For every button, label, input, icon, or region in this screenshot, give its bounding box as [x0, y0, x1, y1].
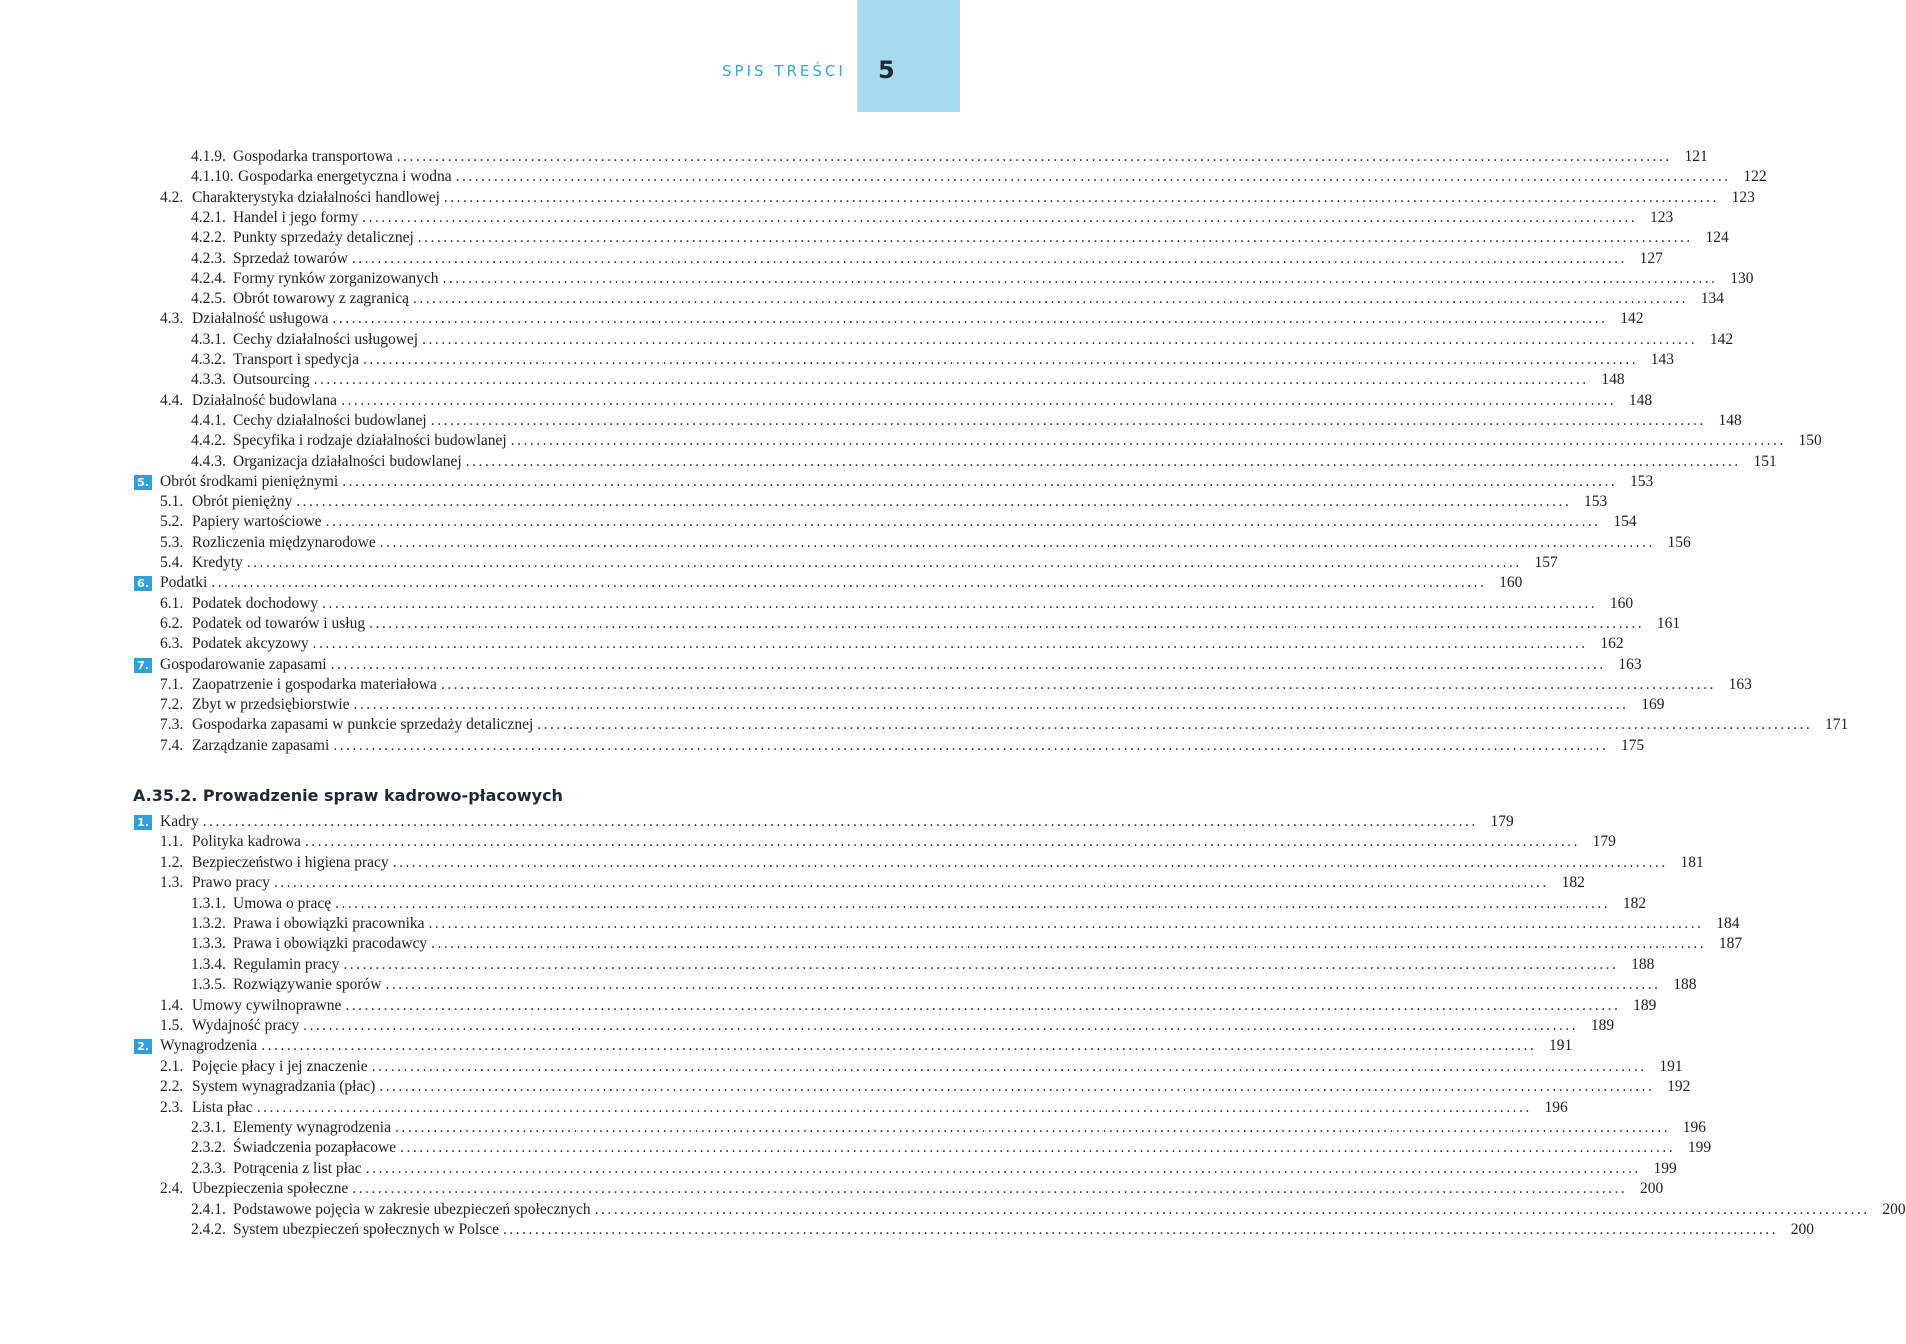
- dot-leader: ........................................................................................................................................................................................................: [296, 493, 1572, 511]
- toc-entry[interactable]: [191, 330, 1734, 350]
- toc-entry[interactable]: [160, 832, 1616, 852]
- toc-entry-page: 188: [1673, 976, 1697, 994]
- dot-leader: ........................................................................................................................................................................................................: [313, 371, 1589, 389]
- dot-leader: ........................................................................................................................................................................................................: [443, 188, 1719, 206]
- toc-entry-number: 6.3.: [160, 635, 184, 653]
- toc-entry-title: System wynagradzania (płac): [192, 1078, 376, 1096]
- toc-entry-title: Bezpieczeństwo i higiena pracy: [192, 853, 389, 871]
- toc-entry-page: 151: [1753, 452, 1777, 470]
- toc-entry-number: 4.2.4.: [191, 269, 226, 287]
- toc-entry-page: 175: [1621, 736, 1645, 754]
- dot-leader: ........................................................................................................................................................................................................: [594, 1200, 1870, 1218]
- toc-entry-number: 2.3.3.: [191, 1159, 226, 1177]
- toc-entry[interactable]: [160, 1057, 1683, 1077]
- toc-entry-number: 4.4.3.: [191, 452, 226, 470]
- toc-entry-page: 199: [1687, 1139, 1712, 1157]
- toc-entry-title: Kredyty: [192, 554, 243, 571]
- toc-entry-number: 4.3.2.: [191, 351, 226, 368]
- dot-leader: ........................................................................................................................................................................................................: [379, 1078, 1655, 1096]
- toc-entry-number: 7.4.: [160, 736, 184, 754]
- toc-entry-page: 123: [1731, 188, 1755, 206]
- toc-entry-title: Elementy wynagrodzenia: [233, 1119, 391, 1136]
- dot-leader: ........................................................................................................................................................................................................: [261, 1037, 1537, 1055]
- toc-entry-number: 1.4.: [160, 996, 184, 1014]
- chapter-number-badge: 1.: [134, 815, 152, 830]
- dot-leader: ........................................................................................................................................................................................................: [428, 915, 1704, 932]
- dot-leader: ........................................................................................................................................................................................................: [430, 411, 1706, 429]
- toc-entry[interactable]: [191, 1118, 1706, 1138]
- toc-entry[interactable]: [160, 594, 1634, 614]
- dot-leader: ........................................................................................................................................................................................................: [413, 290, 1689, 308]
- toc-entry-title: Organizacja działalności budowlanej: [233, 452, 462, 470]
- toc-entry-page: 130: [1730, 269, 1754, 287]
- dot-leader: ........................................................................................................................................................................................................: [342, 472, 1618, 490]
- toc-entry-title: Podatek od towarów i usług: [192, 614, 366, 632]
- toc-entry[interactable]: [191, 269, 1754, 289]
- toc-entry-number: 5.1.: [160, 493, 184, 511]
- toc-entry[interactable]: [191, 452, 1777, 472]
- toc-entry-number: 1.3.5.: [191, 976, 226, 994]
- toc-entry-page: 199: [1653, 1159, 1677, 1177]
- toc-entry-title: Potrącenia z list płac: [233, 1159, 362, 1177]
- toc-entry-number: 1.5.: [160, 1017, 184, 1034]
- toc-entry-number: 4.1.10.: [191, 168, 234, 186]
- toc-entry-number: 7.3.: [160, 716, 184, 734]
- toc-entry-number: 4.4.1.: [191, 411, 226, 429]
- toc-entry-title: Outsourcing: [233, 371, 310, 389]
- toc-entry-title: Działalność budowlana: [192, 391, 338, 409]
- toc-entry-title: Formy rynków zorganizowanych: [233, 269, 439, 287]
- toc-entry-page: 160: [1499, 574, 1523, 592]
- dot-leader: ........................................................................................................................................................................................................: [353, 696, 1629, 714]
- toc-entry-title: Sprzedaż towarów: [233, 249, 348, 267]
- dot-leader: ........................................................................................................................................................................................................: [341, 391, 1617, 409]
- toc-entry-page: 163: [1728, 675, 1752, 693]
- dot-leader: ........................................................................................................................................................................................................: [431, 935, 1707, 953]
- toc-entry-title: Charakterystyka działalności handlowej: [192, 188, 440, 206]
- toc-entry-page: 156: [1667, 533, 1691, 551]
- toc-entry-number: 4.4.: [160, 391, 184, 409]
- toc-entry[interactable]: [191, 208, 1674, 228]
- toc-entry-page: 153: [1584, 493, 1608, 511]
- toc-entry-number: 1.1.: [160, 833, 184, 851]
- toc-entry-title: Podatki: [160, 574, 208, 592]
- toc-entry-title: Działalność usługowa: [192, 310, 329, 328]
- toc-entry-title: Polityka kadrowa: [192, 833, 301, 851]
- toc-entry-page: 123: [1650, 208, 1674, 226]
- toc-entry-title: Podatek akcyzowy: [192, 635, 309, 653]
- toc-entry[interactable]: [191, 955, 1655, 975]
- toc-entry-page: 169: [1641, 696, 1665, 714]
- toc-entry[interactable]: [160, 492, 1608, 512]
- dot-leader: ........................................................................................................................................................................................................: [330, 655, 1606, 673]
- toc-entry-title: Obrót pieniężny: [192, 493, 293, 511]
- toc-entry-title: System ubezpieczeń społecznych w Polsce: [233, 1221, 499, 1238]
- toc-entry-page: 196: [1682, 1119, 1706, 1136]
- toc-entry-title: Regulamin pracy: [233, 955, 340, 973]
- toc-entry[interactable]: [160, 675, 1752, 695]
- toc-entry-title: Gospodarka transportowa: [233, 148, 393, 165]
- toc-entry[interactable]: [191, 350, 1674, 370]
- toc-entry-page: 122: [1743, 168, 1767, 186]
- dot-leader: ........................................................................................................................................................................................................: [442, 269, 1718, 287]
- toc-entry-title: Lista płac: [192, 1098, 253, 1116]
- dot-leader: ........................................................................................................................................................................................................: [365, 1159, 1641, 1177]
- toc-entry-title: Ubezpieczenia społeczne: [192, 1180, 349, 1198]
- running-header: SPIS TREŚCI: [722, 62, 846, 80]
- page-tab: [858, 0, 960, 112]
- toc-entry-title: Obrót towarowy z zagranicą: [233, 290, 410, 308]
- dot-leader: ........................................................................................................................................................................................................: [392, 853, 1668, 871]
- toc-entry-title: Wynagrodzenia: [160, 1037, 258, 1055]
- toc-entry-page: 150: [1798, 432, 1822, 450]
- toc-entry-title: Rozwiązywanie sporów: [233, 976, 382, 994]
- toc-entry[interactable]: [160, 996, 1657, 1016]
- dot-leader: ........................................................................................................................................................................................................: [510, 432, 1786, 450]
- toc-entry-page: 124: [1705, 229, 1729, 247]
- toc-entry[interactable]: [160, 736, 1645, 756]
- toc-entry[interactable]: [191, 147, 1708, 167]
- toc-entry-number: 4.1.9.: [191, 148, 226, 165]
- toc-entry-title: Transport i spedycja: [233, 351, 359, 368]
- toc-entry-page: 143: [1650, 351, 1674, 368]
- toc-entry-number: 4.3.3.: [191, 371, 226, 389]
- dot-leader: ........................................................................................................................................................................................................: [304, 833, 1580, 851]
- toc-entry-number: 5.3.: [160, 533, 184, 551]
- dot-leader: ........................................................................................................................................................................................................: [345, 996, 1621, 1014]
- toc-entry[interactable]: [160, 1179, 1664, 1199]
- dot-leader: ........................................................................................................................................................................................................: [211, 574, 1487, 592]
- dot-leader: ........................................................................................................................................................................................................: [422, 330, 1698, 348]
- toc-entry-page: 121: [1684, 148, 1708, 165]
- toc-entry-number: 7.1.: [160, 675, 184, 693]
- toc-entry-page: 163: [1618, 655, 1642, 673]
- toc-entry-title: Prawo pracy: [192, 874, 270, 892]
- toc-entry-number: 2.4.2.: [191, 1221, 226, 1238]
- toc-entry-title: Umowa o pracę: [233, 894, 332, 912]
- dot-leader: ........................................................................................................................................................................................................: [343, 955, 1619, 973]
- toc-entry-number: 4.2.2.: [191, 229, 226, 247]
- toc-entry-title: Podstawowe pojęcia w zakresie ubezpieczeń społecznych: [233, 1200, 591, 1218]
- toc-entry[interactable]: [160, 614, 1681, 634]
- toc-entry-number: 4.2.3.: [191, 249, 226, 267]
- section-heading: A.35.2. Prowadzenie spraw kadrowo-płacowych: [133, 786, 563, 805]
- toc-entry-page: 191: [1548, 1037, 1573, 1055]
- toc-entry[interactable]: [160, 472, 1654, 492]
- toc-entry-title: Cechy działalności usługowej: [233, 330, 419, 348]
- toc-entry-title: Zaopatrzenie i gospodarka materiałowa: [192, 675, 437, 693]
- toc-entry-page: 179: [1592, 833, 1616, 851]
- toc-entry[interactable]: [191, 167, 1767, 187]
- toc-entry-page: 148: [1601, 371, 1625, 389]
- toc-entry-title: Cechy działalności budowlanej: [233, 411, 427, 429]
- toc-entry-page: 200: [1790, 1221, 1814, 1238]
- dot-leader: ........................................................................................................................................................................................................: [363, 351, 1638, 368]
- dot-leader: ........................................................................................................................................................................................................: [440, 675, 1716, 693]
- toc-entry-page: 182: [1561, 874, 1585, 892]
- toc-entry-number: 1.3.3.: [191, 935, 226, 953]
- dot-leader: ........................................................................................................................................................................................................: [503, 1221, 1778, 1238]
- dot-leader: ........................................................................................................................................................................................................: [335, 894, 1611, 912]
- toc-entry-number: 2.1.: [160, 1057, 184, 1075]
- dot-leader: ........................................................................................................................................................................................................: [325, 513, 1601, 531]
- toc-entry-title: Pojęcie płacy i jej znaczenie: [192, 1057, 368, 1075]
- dot-leader: ........................................................................................................................................................................................................: [256, 1098, 1532, 1116]
- toc-entry[interactable]: [160, 853, 1704, 873]
- toc-entry-page: 160: [1609, 594, 1634, 612]
- toc-entry[interactable]: [191, 289, 1725, 309]
- toc-entry-number: 2.3.: [160, 1098, 184, 1116]
- toc-entry-page: 171: [1825, 716, 1849, 734]
- toc-entry[interactable]: [191, 1138, 1712, 1158]
- toc-entry-number: 4.3.1.: [191, 330, 226, 348]
- toc-entry-number: 2.4.: [160, 1180, 184, 1198]
- header-area: [0, 0, 858, 112]
- toc-entry-page: 162: [1600, 635, 1624, 653]
- toc-entry-title: Zbyt w przedsiębiorstwie: [192, 696, 350, 714]
- dot-leader: ........................................................................................................................................................................................................: [400, 1139, 1676, 1157]
- dot-leader: ........................................................................................................................................................................................................: [465, 452, 1741, 470]
- toc-entry-page: 142: [1620, 310, 1644, 328]
- toc-entry-page: 153: [1629, 472, 1654, 490]
- toc-entry-page: 154: [1613, 513, 1637, 531]
- toc-entry[interactable]: [191, 1200, 1906, 1220]
- toc-entry-page: 134: [1700, 290, 1725, 308]
- toc-entry[interactable]: [160, 655, 1642, 675]
- toc-entry-title: Handel i jego formy: [233, 208, 359, 226]
- toc-entry[interactable]: [160, 873, 1585, 893]
- toc-entry[interactable]: [191, 1159, 1677, 1179]
- toc-entry-title: Papiery wartościowe: [192, 513, 322, 531]
- toc-entry[interactable]: [160, 634, 1624, 654]
- toc-entry-number: 2.3.1.: [191, 1119, 226, 1136]
- toc-entry-page: 148: [1628, 391, 1653, 409]
- toc-entry-page: 184: [1716, 915, 1740, 932]
- dot-leader: ........................................................................................................................................................................................................: [379, 533, 1655, 551]
- dot-leader: ........................................................................................................................................................................................................: [333, 736, 1609, 754]
- toc-entry[interactable]: [160, 512, 1637, 532]
- toc-entry-page: 196: [1544, 1098, 1568, 1116]
- toc-entry-number: 4.2.: [160, 188, 184, 206]
- dot-leader: ........................................................................................................................................................................................................: [303, 1017, 1579, 1034]
- toc-entry[interactable]: [160, 573, 1523, 593]
- toc-entry-page: 161: [1656, 614, 1681, 632]
- toc-entry-title: Świadczenia pozapłacowe: [233, 1139, 397, 1157]
- toc-entry-number: 1.3.2.: [191, 915, 226, 932]
- toc-entry[interactable]: [191, 894, 1647, 914]
- toc-entry-title: Rozliczenia międzynarodowe: [192, 533, 376, 551]
- toc-entry-number: 6.2.: [160, 614, 184, 632]
- dot-leader: ........................................................................................................................................................................................................: [351, 249, 1627, 267]
- dot-leader: ........................................................................................................................................................................................................: [246, 554, 1522, 571]
- toc-entry-page: 192: [1667, 1078, 1691, 1096]
- toc-entry-number: 4.4.2.: [191, 432, 226, 450]
- toc-entry-title: Prawa i obowiązki pracownika: [233, 915, 425, 932]
- toc-entry-title: Gospodarka energetyczna i wodna: [238, 168, 452, 186]
- toc-entry-number: 5.4.: [160, 554, 184, 571]
- toc-entry-number: 7.2.: [160, 696, 184, 714]
- dot-leader: ........................................................................................................................................................................................................: [385, 976, 1661, 994]
- toc-entry[interactable]: [160, 391, 1653, 411]
- page-number: 5: [878, 56, 895, 84]
- dot-leader: ........................................................................................................................................................................................................: [371, 1057, 1647, 1075]
- toc-entry-number: 4.2.1.: [191, 208, 226, 226]
- dot-leader: ........................................................................................................................................................................................................: [396, 148, 1672, 165]
- toc-entry-page: 127: [1639, 249, 1663, 267]
- chapter-number-badge: 2.: [134, 1039, 152, 1054]
- dot-leader: ........................................................................................................................................................................................................: [455, 168, 1731, 186]
- toc-entry[interactable]: [160, 1077, 1691, 1097]
- dot-leader: ........................................................................................................................................................................................................: [417, 229, 1693, 247]
- toc-entry-title: Gospodarowanie zapasami: [160, 655, 327, 673]
- dot-leader: ........................................................................................................................................................................................................: [352, 1180, 1628, 1198]
- dot-leader: ........................................................................................................................................................................................................: [394, 1119, 1670, 1136]
- toc-entry[interactable]: [160, 812, 1514, 832]
- toc-entry[interactable]: [191, 411, 1742, 431]
- toc-entry-page: 182: [1622, 894, 1647, 912]
- chapter-number-badge: 5.: [134, 475, 152, 490]
- toc-entry[interactable]: [191, 975, 1697, 995]
- toc-entry[interactable]: [160, 309, 1644, 329]
- dot-leader: ........................................................................................................................................................................................................: [369, 614, 1645, 632]
- toc-entry-number: 4.2.5.: [191, 290, 226, 308]
- toc-entry-title: Zarządzanie zapasami: [192, 736, 330, 754]
- toc-entry[interactable]: [191, 370, 1625, 390]
- toc-entry-number: 4.3.: [160, 310, 184, 328]
- toc-entry[interactable]: [160, 188, 1755, 208]
- toc-entry[interactable]: [160, 1016, 1615, 1036]
- toc-entry-number: 1.3.: [160, 874, 184, 892]
- toc-entry-number: 6.1.: [160, 594, 184, 612]
- toc-entry-title: Wydajność pracy: [192, 1017, 300, 1034]
- dot-leader: ........................................................................................................................................................................................................: [322, 594, 1598, 612]
- dot-leader: ........................................................................................................................................................................................................: [202, 813, 1478, 830]
- toc-entry-page: 200: [1639, 1180, 1664, 1198]
- toc-entry-number: 5.2.: [160, 513, 184, 531]
- dot-leader: ........................................................................................................................................................................................................: [537, 716, 1813, 734]
- toc-entry-title: Prawa i obowiązki pracodawcy: [233, 935, 428, 953]
- toc-entry[interactable]: [160, 533, 1691, 553]
- toc-entry-page: 181: [1680, 853, 1704, 871]
- chapter-number-badge: 6.: [134, 576, 152, 591]
- toc-entry-number: 2.2.: [160, 1078, 184, 1096]
- toc-entry[interactable]: [191, 914, 1740, 934]
- dot-leader: ........................................................................................................................................................................................................: [332, 310, 1608, 328]
- toc-entry[interactable]: [160, 695, 1665, 715]
- toc-entry-page: 142: [1709, 330, 1734, 348]
- dot-leader: ........................................................................................................................................................................................................: [362, 208, 1638, 226]
- toc-entry[interactable]: [160, 715, 1849, 735]
- toc-entry-page: 189: [1590, 1017, 1615, 1034]
- toc-entry-page: 179: [1490, 813, 1514, 830]
- toc-entry[interactable]: [191, 249, 1663, 269]
- toc-entry-number: 2.3.2.: [191, 1139, 226, 1157]
- toc-entry-number: 1.2.: [160, 853, 184, 871]
- toc-entry-page: 187: [1718, 935, 1743, 953]
- toc-entry-title: Podatek dochodowy: [192, 594, 319, 612]
- dot-leader: ........................................................................................................................................................................................................: [273, 874, 1549, 892]
- toc-entry-number: 1.3.4.: [191, 955, 226, 973]
- toc-entry-number: 2.4.1.: [191, 1200, 226, 1218]
- toc-entry-title: Gospodarka zapasami w punkcie sprzedaży detalicznej: [192, 716, 534, 734]
- toc-entry[interactable]: [160, 553, 1558, 573]
- toc-entry-title: Kadry: [160, 813, 199, 830]
- toc-entry-number: 1.3.1.: [191, 894, 226, 912]
- chapter-number-badge: 7.: [134, 658, 152, 673]
- toc-entry[interactable]: [191, 431, 1822, 451]
- toc-entry-page: 157: [1534, 554, 1558, 571]
- toc-entry-page: 148: [1718, 411, 1742, 429]
- toc-entry-page: 188: [1631, 955, 1655, 973]
- toc-entry-page: 189: [1633, 996, 1657, 1014]
- toc-entry-title: Umowy cywilnoprawne: [192, 996, 342, 1014]
- toc-entry[interactable]: [191, 934, 1743, 954]
- toc-entry[interactable]: [191, 228, 1729, 248]
- dot-leader: ........................................................................................................................................................................................................: [312, 635, 1588, 653]
- toc-entry[interactable]: [160, 1098, 1568, 1118]
- toc-entry-page: 191: [1659, 1057, 1683, 1075]
- toc-entry-page: 200: [1882, 1200, 1906, 1218]
- toc-entry[interactable]: [160, 1036, 1573, 1056]
- toc-entry-title: Specyfika i rodzaje działalności budowlanej: [233, 432, 507, 450]
- toc-entry[interactable]: [191, 1220, 1814, 1240]
- toc-entry-title: Obrót środkami pieniężnymi: [160, 472, 339, 490]
- toc-entry-title: Punkty sprzedaży detalicznej: [233, 229, 414, 247]
